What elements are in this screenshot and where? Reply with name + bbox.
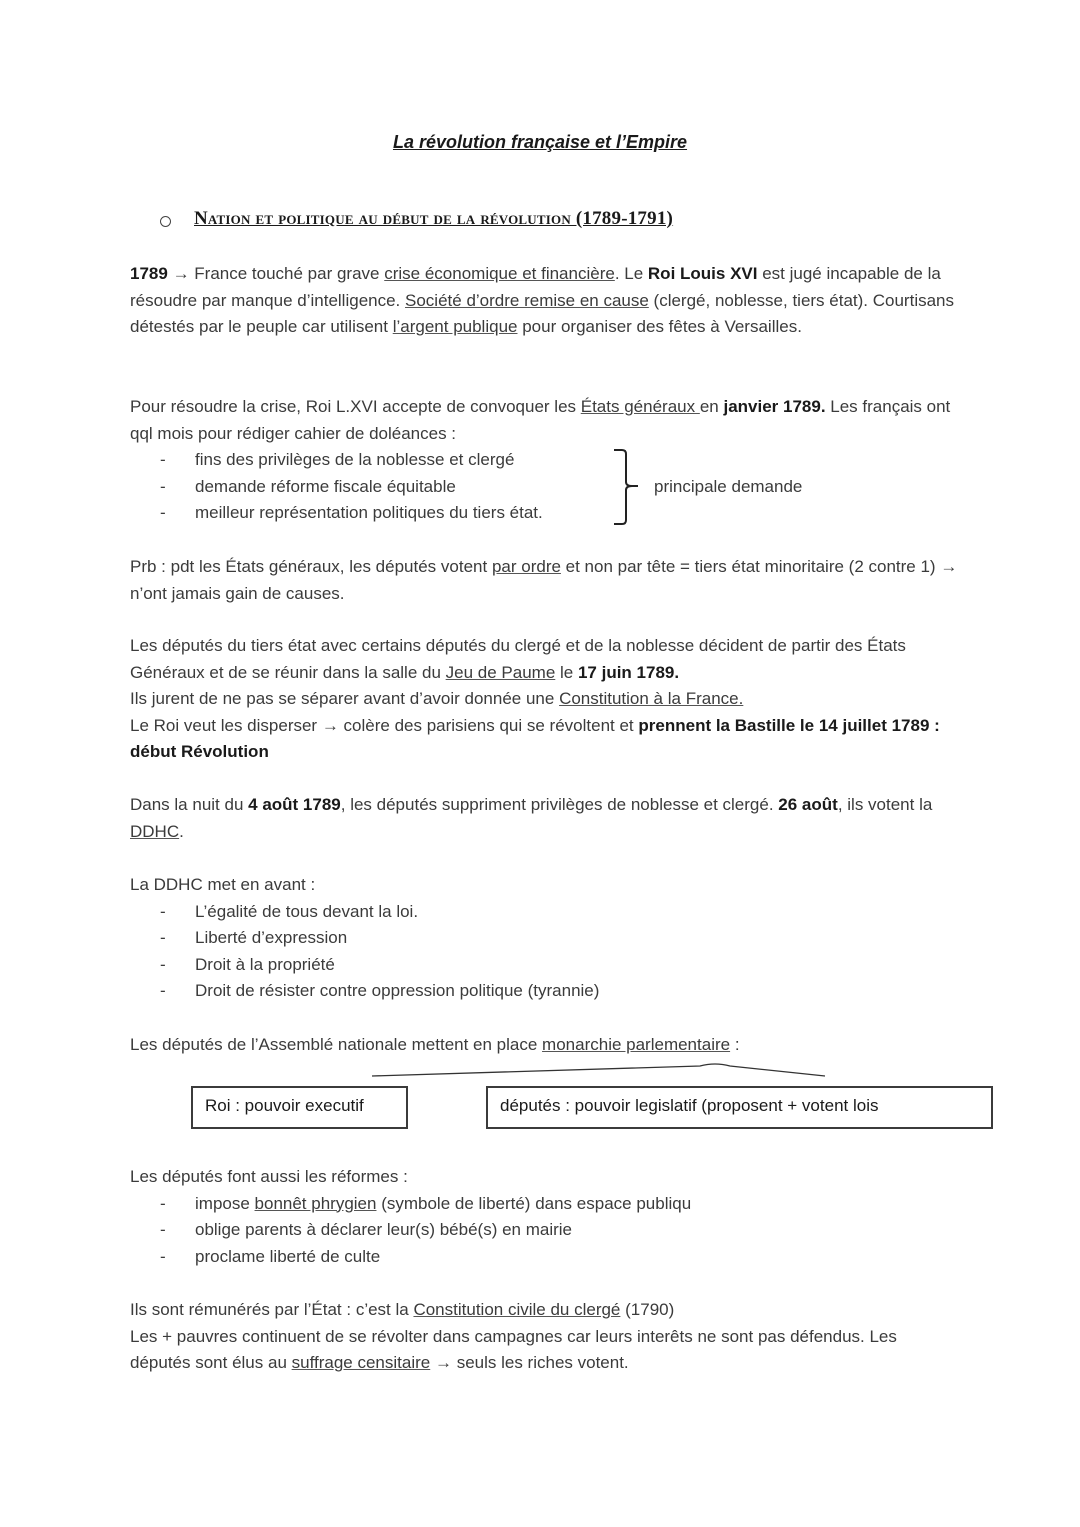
- paragraph-ddhc: [130, 872, 960, 1005]
- text: . Le: [614, 264, 648, 283]
- bold-term: prennent la Bastille le 14 juillet 1789 : début Révolution: [130, 715, 940, 761]
- text: seuls les riches votent.: [451, 1353, 629, 1372]
- list-item: - Droit à la propriété: [130, 952, 960, 979]
- list-item: - fins des privilèges de la noblesse et clergé: [130, 447, 960, 474]
- arrow-icon: →: [940, 557, 958, 576]
- section-heading-text: Nation et politique au début de la révolution (1789-1791): [194, 208, 674, 229]
- underlined-term: par ordre: [491, 557, 561, 576]
- text: Ils jurent de ne pas se séparer avant d’avoir donnée une: [130, 689, 560, 708]
- year-1789: 1789: [130, 264, 168, 283]
- arc-connector-icon: [370, 1060, 830, 1080]
- underlined-term: crise économique et financière: [384, 264, 615, 283]
- list-item: - demande réforme fiscale équitable: [130, 474, 960, 501]
- curly-brace-icon: [612, 448, 640, 528]
- document-title: La révolution française et l’Empire: [392, 132, 688, 152]
- text: Le Roi veut les disperser: [130, 715, 322, 735]
- text: (clergé, noblesse, tiers état). Courtisans détestés par le peuple car utilisent: [130, 290, 954, 336]
- list-item: - meilleur représentation politiques du tiers état.: [130, 500, 960, 527]
- text: , les députés suppriment privilèges de noblesse et clergé.: [340, 795, 779, 814]
- arrow-icon: →: [172, 264, 190, 283]
- reformes-list: [130, 1191, 960, 1271]
- text: pour organiser des fêtes à Versailles.: [517, 317, 802, 336]
- text: n’ont jamais gain de causes.: [130, 583, 345, 603]
- underlined-term: DDHC: [130, 821, 180, 841]
- text: Les députés du tiers état avec certains députés du clergé et de la noblesse décident de partir des États Généraux et de se réunir dans la salle du: [130, 636, 906, 682]
- bold-term: Roi Louis XVI: [647, 264, 758, 283]
- ddhc-intro: La DDHC met en avant :: [130, 875, 316, 894]
- underlined-term: suffrage censitaire: [291, 1353, 431, 1372]
- bold-term: 17 juin 1789.: [577, 662, 680, 682]
- paragraph-crisis: [130, 261, 960, 341]
- paragraph-constitution-civile: [130, 1297, 960, 1377]
- line-group: [130, 686, 960, 713]
- text: Pour résoudre la crise, Roi L.XVI accepte de convoquer les: [130, 397, 581, 416]
- underlined-term: bonnêt phrygien: [254, 1193, 377, 1213]
- list-item: - L’égalité de tous devant la loi.: [130, 899, 960, 926]
- underlined-term: États généraux: [580, 397, 700, 416]
- arrow-icon: →: [321, 715, 339, 735]
- list-item: - Droit de résister contre oppression politique (tyrannie): [130, 978, 960, 1005]
- bold-term: janvier 1789.: [723, 397, 826, 416]
- underlined-term: monarchie parlementaire: [542, 1035, 731, 1054]
- text: France touché par grave: [189, 264, 385, 283]
- text: Dans la nuit du: [130, 795, 249, 814]
- line-group: [130, 713, 960, 766]
- underlined-term: l’argent publique: [392, 317, 518, 336]
- line-group: [130, 1297, 960, 1324]
- text: colère des parisiens qui se révoltent et: [338, 715, 639, 735]
- paragraph-reformes: [130, 1164, 960, 1270]
- text: Les députés de l’Assemblé nationale mettent en place: [130, 1035, 543, 1054]
- text: (1790): [620, 1300, 675, 1319]
- circle-bullet-icon: [160, 216, 171, 227]
- paragraph-vote-par-ordre: [130, 554, 960, 607]
- text: en: [699, 397, 724, 416]
- line-group: [130, 1324, 960, 1377]
- brace-label: principale demande: [654, 477, 803, 496]
- text: .: [179, 821, 184, 841]
- underlined-term: Société d’ordre remise en cause: [405, 290, 649, 310]
- list-item: - proclame liberté de culte: [130, 1244, 960, 1271]
- text: Les français ont qql mois pour rédiger cahier de doléances :: [130, 397, 951, 443]
- underlined-term: Jeu de Paume: [445, 662, 556, 682]
- text: , ils votent la: [837, 795, 933, 814]
- paragraph-etats-generaux: [130, 394, 960, 527]
- legislative-power-box: députés : pouvoir legislatif (proposent + votent lois: [486, 1086, 993, 1129]
- text: (symbole de liberté) dans espace publiqu: [376, 1193, 692, 1213]
- paragraph-4-aout: [130, 792, 960, 845]
- bold-term: 26 août: [778, 795, 838, 814]
- text: Prb : pdt les États généraux, les députés votent: [130, 557, 492, 576]
- text: et non par tête = tiers état minoritaire (2 contre 1): [560, 557, 941, 576]
- list-item: - Liberté d’expression: [130, 925, 960, 952]
- doleances-list: [130, 447, 960, 527]
- list-item: - oblige parents à déclarer leur(s) bébé(s) en mairie: [130, 1217, 960, 1244]
- executive-power-box: Roi : pouvoir executif: [191, 1086, 408, 1129]
- arrow-icon: →: [434, 1353, 452, 1372]
- bold-term: 4 août 1789: [248, 795, 341, 814]
- reformes-intro: Les députés font aussi les réformes :: [130, 1167, 408, 1186]
- text: impose: [195, 1193, 255, 1213]
- text: Les + pauvres continuent de se révolter dans campagnes car leurs interêts ne sont pas défendus. Les députés sont élus au: [130, 1326, 897, 1372]
- paragraph-jeu-de-paume: [130, 633, 960, 766]
- paragraph-etats-generaux-text: [130, 394, 960, 447]
- list-item: [130, 1191, 960, 1218]
- text: :: [730, 1035, 740, 1054]
- underlined-term: Constitution à la France.: [559, 689, 744, 708]
- ddhc-list: [130, 899, 960, 1005]
- line-group: [130, 633, 960, 686]
- paragraph-monarchie: [130, 1032, 960, 1059]
- text: est jugé incapable de la résoudre par manque d’intelligence.: [130, 264, 941, 310]
- underlined-term: Constitution civile du clergé: [413, 1300, 621, 1319]
- text: Ils sont rémunérés par l’État : c’est la: [130, 1300, 414, 1319]
- text: le: [555, 662, 578, 682]
